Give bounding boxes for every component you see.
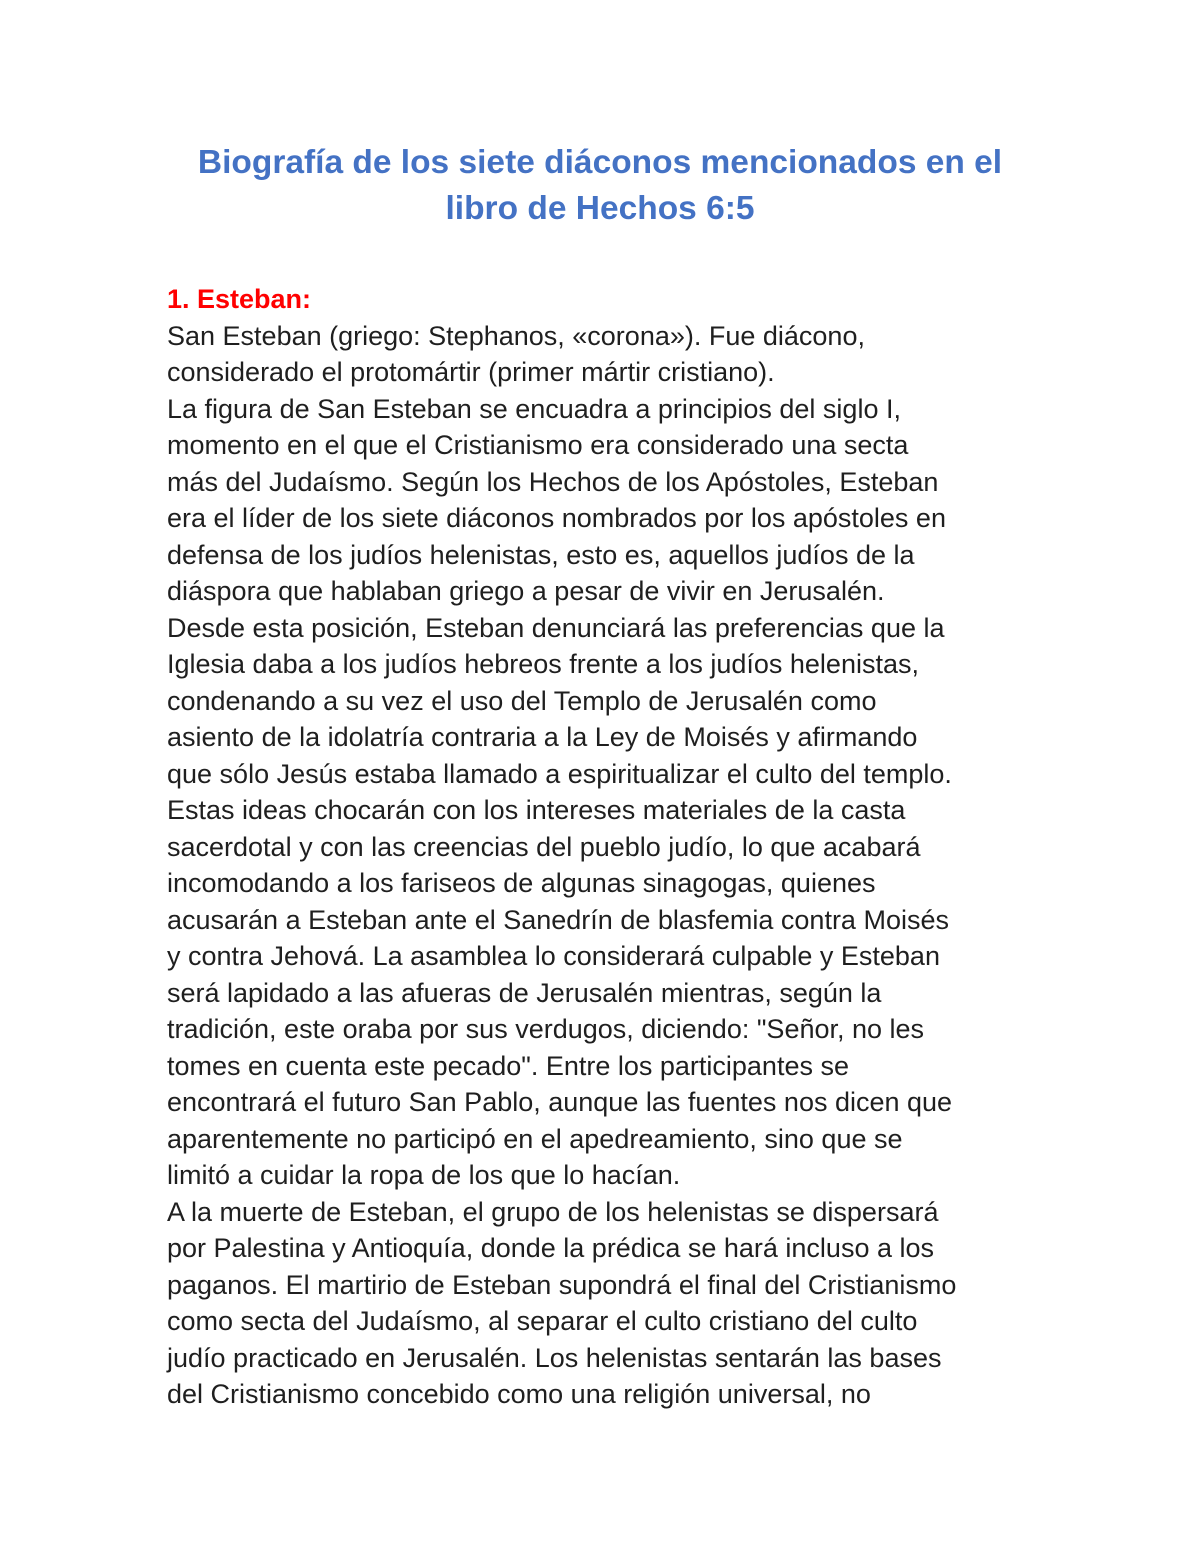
body-text-line: diáspora que hablaban griego a pesar de vivir en Jerusalén.	[167, 576, 885, 606]
body-text-line: momento en el que el Cristianismo era considerado una secta	[167, 430, 909, 460]
body-text-line: incomodando a los fariseos de algunas sinagogas, quienes	[167, 868, 876, 898]
body-text-line: considerado el protomártir (primer mártir cristiano).	[167, 357, 775, 387]
body-text-line: Iglesia daba a los judíos hebreos frente a los judíos helenistas,	[167, 649, 919, 679]
body-text-line: del Cristianismo concebido como una religión universal, no	[167, 1379, 871, 1409]
body-text-line: que sólo Jesús estaba llamado a espiritualizar el culto del templo.	[167, 758, 952, 789]
body-text-line: y contra Jehová. La asamblea lo considerará culpable y Esteban	[167, 941, 940, 971]
body-text-line: como secta del Judaísmo, al separar el culto cristiano del culto	[167, 1306, 918, 1336]
body-text-line: sacerdotal y con las creencias del pueblo judío, lo que acabará	[167, 831, 921, 862]
body-text-line: tradición, este oraba por sus verdugos, diciendo: "Señor, no les	[167, 1014, 925, 1044]
body-text-line: era el líder de los siete diáconos nombrados por los apóstoles en	[167, 503, 946, 533]
body-text-line: será lapidado a las afueras de Jerusalén mientras, según la	[167, 977, 882, 1008]
body-text-line: por Palestina y Antioquía, donde la prédica se hará incluso a los	[167, 1233, 934, 1263]
body-text-line: paganos. El martirio de Esteban supondrá el final del Cristianismo	[167, 1269, 957, 1300]
body-text-line: A la muerte de Esteban, el grupo de los helenistas se dispersará	[167, 1196, 939, 1227]
body-text-line: Estas ideas chocarán con los intereses materiales de la casta	[167, 795, 906, 825]
section-body-esteban	[167, 318, 1047, 1413]
title-line-1: Biografía de los siete diáconos mencionados en el	[197, 144, 1003, 181]
body-text-line: tomes en cuenta este pecado". Entre los participantes se	[167, 1050, 849, 1081]
body-text-line: Desde esta posición, Esteban denunciará las preferencias que la	[167, 612, 945, 643]
title-line-2: libro de Hechos 6:5	[445, 190, 755, 227]
document-body	[167, 281, 1047, 1413]
body-text-line: aparentemente no participó en el apedreamiento, sino que se	[167, 1123, 903, 1154]
body-text-line: más del Judaísmo. Según los Hechos de los Apóstoles, Esteban	[167, 466, 939, 497]
body-text-line: La figura de San Esteban se encuadra a principios del siglo I,	[167, 393, 901, 424]
body-text-line: asiento de la idolatría contraria a la Ley de Moisés y afirmando	[167, 722, 918, 752]
body-text-line: judío practicado en Jerusalén. Los helenistas sentarán las bases	[167, 1342, 942, 1373]
body-text-line: San Esteban (griego: Stephanos, «corona»). Fue diácono,	[167, 320, 865, 351]
body-text-line: encontrará el futuro San Pablo, aunque las fuentes nos dicen que	[167, 1087, 953, 1117]
body-text-line: condenando a su vez el uso del Templo de Jerusalén como	[167, 685, 877, 716]
document-title	[150, 140, 1050, 232]
body-text-line: limitó a cuidar la ropa de los que lo hacían.	[167, 1160, 681, 1190]
body-text-line: defensa de los judíos helenistas, esto es, aquellos judíos de la	[167, 539, 915, 570]
section-heading-esteban: 1. Esteban:	[167, 284, 312, 314]
body-text-line: acusarán a Esteban ante el Sanedrín de blasfemia contra Moisés	[167, 904, 949, 935]
